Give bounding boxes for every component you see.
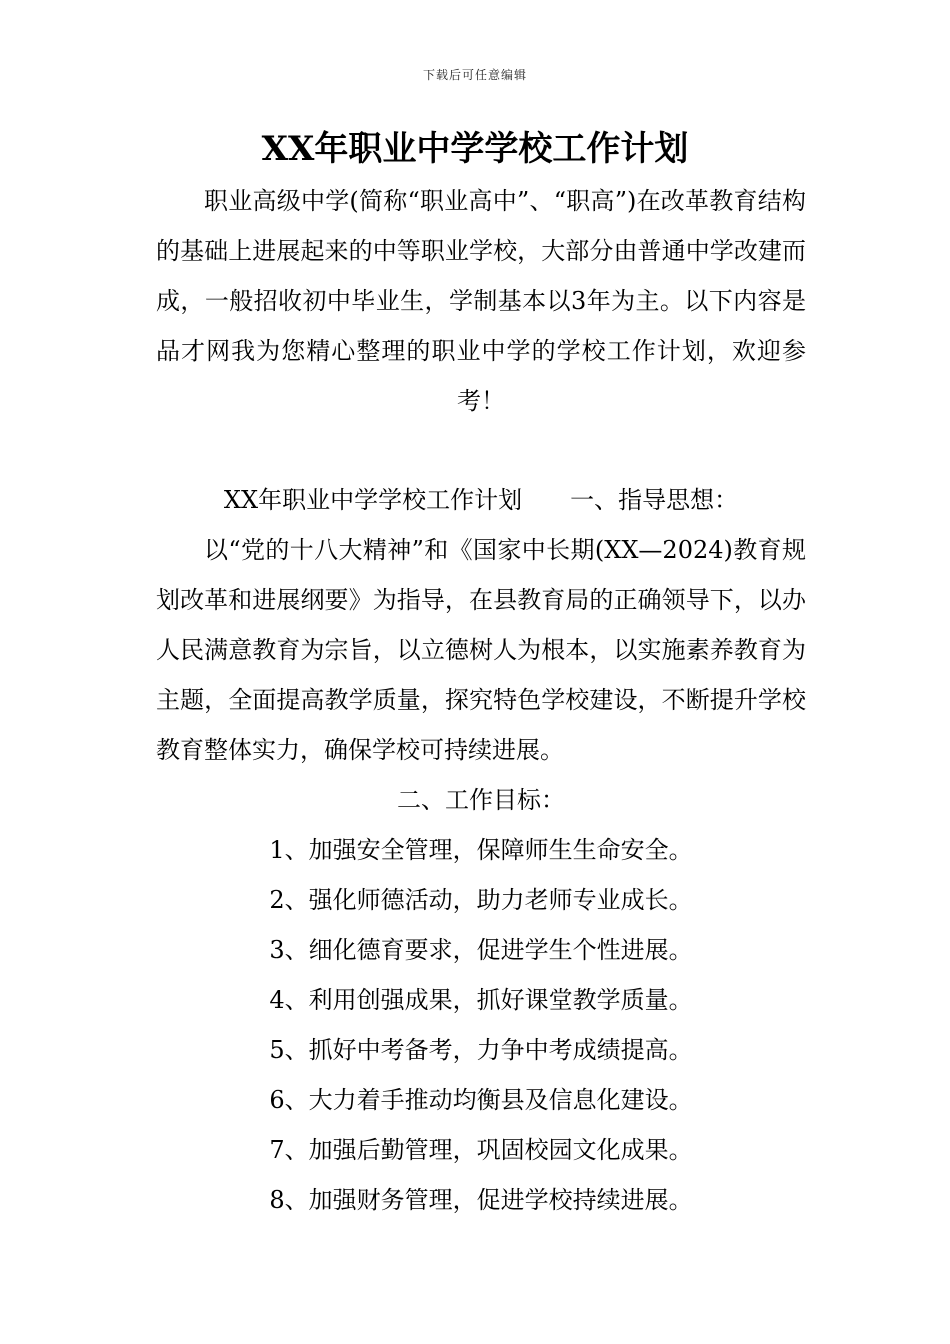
heading-work-goals: 二、工作目标： xyxy=(397,786,565,814)
document-name-repeat: XX年职业中学学校工作计划 xyxy=(223,486,523,514)
list-item: 5、抓好中考备考，力争中考成绩提高。 xyxy=(269,1036,693,1064)
list-item: 3、细化德育要求，促进学生个性进展。 xyxy=(269,936,693,964)
list-item: 2、强化师德活动，助力老师专业成长。 xyxy=(269,886,693,914)
intro-paragraph: 职业高级中学(简称“职业高中”、“职高”)在改革教育结构的基础上进展起来的中等职业学校，大部分由普通中学改建而成，一般招收初中毕业生，学制基本以3年为主。以下内容是品才网我为您精心整理的职业中学的学校工作计划，欢迎参考！ xyxy=(156,187,806,415)
list-item: 4、利用创强成果，抓好课堂教学质量。 xyxy=(269,986,693,1014)
work-goals-list xyxy=(156,825,806,1225)
list-item: 1、加强安全管理，保障师生生命安全。 xyxy=(269,836,693,864)
list-item: 6、大力着手推动均衡县及信息化建设。 xyxy=(269,1086,693,1114)
heading-guiding-ideology: 一、指导思想： xyxy=(570,486,739,514)
guiding-ideology-paragraph: 以“党的十八大精神”和《国家中长期(XX—2024)教育规划改革和进展纲要》为指导，在县教育局的正确领导下，以办人民满意教育为宗旨，以立德树人为根本，以实施素养教育为主题，全面提高教学质量，探究特色学校建设，不断提升学校教育整体实力，确保学校可持续进展。 xyxy=(156,536,806,764)
section-heading-line xyxy=(156,475,806,525)
document-title: XX年职业中学学校工作计划 xyxy=(261,129,689,169)
list-item: 7、加强后勤管理，巩固校园文化成果。 xyxy=(269,1136,693,1164)
list-item: 8、加强财务管理，促进学校持续进展。 xyxy=(269,1186,693,1214)
page-header-note: 下载后可任意编辑 xyxy=(422,68,527,82)
